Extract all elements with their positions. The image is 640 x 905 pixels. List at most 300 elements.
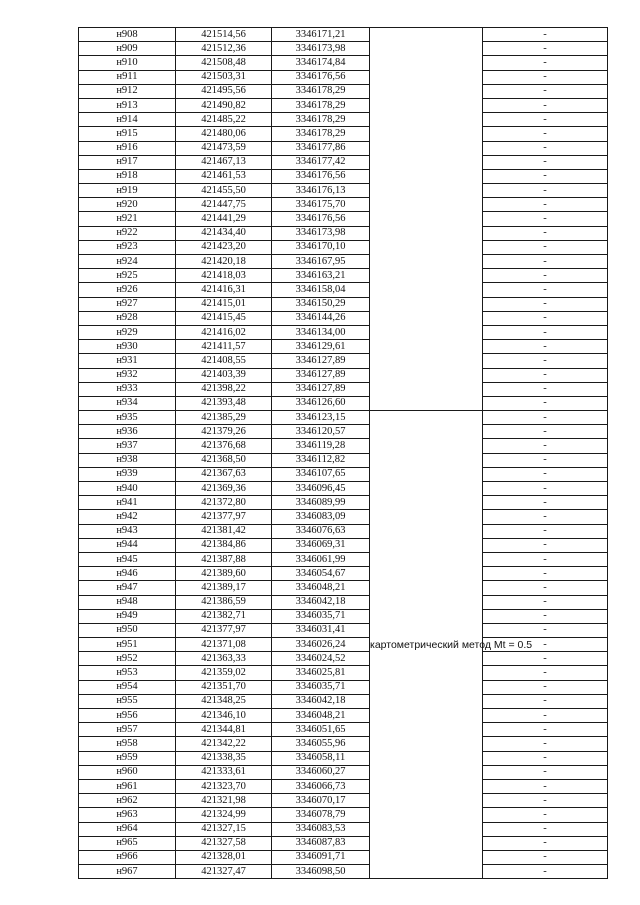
method-cell: картометрический метод Mt = 0.5 bbox=[370, 411, 483, 879]
note-cell: - bbox=[483, 255, 608, 269]
note-cell: - bbox=[483, 127, 608, 141]
note-cell: - bbox=[483, 638, 608, 652]
x-coordinate-cell: 421346,10 bbox=[176, 709, 272, 723]
point-name-cell: н923 bbox=[79, 240, 176, 254]
note-cell: - bbox=[483, 297, 608, 311]
y-coordinate-cell: 3346107,65 bbox=[272, 467, 370, 481]
y-coordinate-cell: 3346070,17 bbox=[272, 794, 370, 808]
note-cell: - bbox=[483, 198, 608, 212]
x-coordinate-cell: 421389,60 bbox=[176, 567, 272, 581]
point-name-cell: н912 bbox=[79, 84, 176, 98]
point-name-cell: н925 bbox=[79, 269, 176, 283]
note-cell: - bbox=[483, 354, 608, 368]
table-row bbox=[79, 822, 608, 836]
y-coordinate-cell: 3346054,67 bbox=[272, 567, 370, 581]
y-coordinate-cell: 3346091,71 bbox=[272, 850, 370, 864]
table-row bbox=[79, 169, 608, 183]
note-cell: - bbox=[483, 595, 608, 609]
y-coordinate-cell: 3346060,27 bbox=[272, 765, 370, 779]
x-coordinate-cell: 421348,25 bbox=[176, 694, 272, 708]
table-row bbox=[79, 623, 608, 637]
y-coordinate-cell: 3346051,65 bbox=[272, 723, 370, 737]
table-row bbox=[79, 340, 608, 354]
x-coordinate-cell: 421467,13 bbox=[176, 155, 272, 169]
x-coordinate-cell: 421503,31 bbox=[176, 70, 272, 84]
y-coordinate-cell: 3346042,18 bbox=[272, 595, 370, 609]
y-coordinate-cell: 3346176,56 bbox=[272, 70, 370, 84]
x-coordinate-cell: 421473,59 bbox=[176, 141, 272, 155]
note-cell: - bbox=[483, 666, 608, 680]
table-row bbox=[79, 808, 608, 822]
note-cell: - bbox=[483, 524, 608, 538]
x-coordinate-cell: 421368,50 bbox=[176, 453, 272, 467]
y-coordinate-cell: 3346174,84 bbox=[272, 56, 370, 70]
point-name-cell: н953 bbox=[79, 666, 176, 680]
point-name-cell: н967 bbox=[79, 865, 176, 879]
point-name-cell: н935 bbox=[79, 411, 176, 425]
x-coordinate-cell: 421327,47 bbox=[176, 865, 272, 879]
x-coordinate-cell: 421371,08 bbox=[176, 638, 272, 652]
y-coordinate-cell: 3346123,15 bbox=[272, 411, 370, 425]
note-cell: - bbox=[483, 226, 608, 240]
table-row bbox=[79, 56, 608, 70]
table-row bbox=[79, 411, 608, 425]
note-cell: - bbox=[483, 155, 608, 169]
point-name-cell: н939 bbox=[79, 467, 176, 481]
point-name-cell: н958 bbox=[79, 737, 176, 751]
x-coordinate-cell: 421333,61 bbox=[176, 765, 272, 779]
y-coordinate-cell: 3346061,99 bbox=[272, 552, 370, 566]
note-cell: - bbox=[483, 42, 608, 56]
y-coordinate-cell: 3346170,10 bbox=[272, 240, 370, 254]
y-coordinate-cell: 3346119,28 bbox=[272, 439, 370, 453]
x-coordinate-cell: 421384,86 bbox=[176, 538, 272, 552]
table-row bbox=[79, 184, 608, 198]
y-coordinate-cell: 3346031,41 bbox=[272, 623, 370, 637]
note-cell: - bbox=[483, 453, 608, 467]
table-row bbox=[79, 666, 608, 680]
x-coordinate-cell: 421338,35 bbox=[176, 751, 272, 765]
x-coordinate-cell: 421420,18 bbox=[176, 255, 272, 269]
y-coordinate-cell: 3346112,82 bbox=[272, 453, 370, 467]
point-name-cell: н933 bbox=[79, 382, 176, 396]
point-name-cell: н964 bbox=[79, 822, 176, 836]
y-coordinate-cell: 3346026,24 bbox=[272, 638, 370, 652]
note-cell: - bbox=[483, 765, 608, 779]
table-row bbox=[79, 311, 608, 325]
table-row bbox=[79, 836, 608, 850]
x-coordinate-cell: 421387,88 bbox=[176, 552, 272, 566]
y-coordinate-cell: 3346171,21 bbox=[272, 28, 370, 42]
x-coordinate-cell: 421327,58 bbox=[176, 836, 272, 850]
x-coordinate-cell: 421376,68 bbox=[176, 439, 272, 453]
table-row bbox=[79, 850, 608, 864]
y-coordinate-cell: 3346025,81 bbox=[272, 666, 370, 680]
y-coordinate-cell: 3346066,73 bbox=[272, 779, 370, 793]
y-coordinate-cell: 3346177,42 bbox=[272, 155, 370, 169]
table-row bbox=[79, 538, 608, 552]
y-coordinate-cell: 3346176,13 bbox=[272, 184, 370, 198]
point-name-cell: н941 bbox=[79, 496, 176, 510]
table-row bbox=[79, 737, 608, 751]
x-coordinate-cell: 421342,22 bbox=[176, 737, 272, 751]
point-name-cell: н957 bbox=[79, 723, 176, 737]
table-row bbox=[79, 595, 608, 609]
note-cell: - bbox=[483, 141, 608, 155]
note-cell: - bbox=[483, 865, 608, 879]
y-coordinate-cell: 3346098,50 bbox=[272, 865, 370, 879]
y-coordinate-cell: 3346126,60 bbox=[272, 396, 370, 410]
table-row bbox=[79, 865, 608, 879]
point-name-cell: н945 bbox=[79, 552, 176, 566]
y-coordinate-cell: 3346150,29 bbox=[272, 297, 370, 311]
x-coordinate-cell: 421379,26 bbox=[176, 425, 272, 439]
point-name-cell: н952 bbox=[79, 652, 176, 666]
point-name-cell: н950 bbox=[79, 623, 176, 637]
table-row bbox=[79, 255, 608, 269]
point-name-cell: н938 bbox=[79, 453, 176, 467]
coordinates-table bbox=[78, 27, 608, 879]
table-row bbox=[79, 453, 608, 467]
note-cell: - bbox=[483, 212, 608, 226]
point-name-cell: н963 bbox=[79, 808, 176, 822]
point-name-cell: н930 bbox=[79, 340, 176, 354]
note-cell: - bbox=[483, 496, 608, 510]
x-coordinate-cell: 421351,70 bbox=[176, 680, 272, 694]
x-coordinate-cell: 421490,82 bbox=[176, 98, 272, 112]
point-name-cell: н946 bbox=[79, 567, 176, 581]
point-name-cell: н918 bbox=[79, 169, 176, 183]
table-row bbox=[79, 794, 608, 808]
note-cell: - bbox=[483, 56, 608, 70]
y-coordinate-cell: 3346127,89 bbox=[272, 354, 370, 368]
point-name-cell: н934 bbox=[79, 396, 176, 410]
point-name-cell: н949 bbox=[79, 609, 176, 623]
y-coordinate-cell: 3346120,57 bbox=[272, 425, 370, 439]
x-coordinate-cell: 421382,71 bbox=[176, 609, 272, 623]
table-row bbox=[79, 283, 608, 297]
x-coordinate-cell: 421455,50 bbox=[176, 184, 272, 198]
x-coordinate-cell: 421415,45 bbox=[176, 311, 272, 325]
point-name-cell: н955 bbox=[79, 694, 176, 708]
y-coordinate-cell: 3346176,56 bbox=[272, 169, 370, 183]
point-name-cell: н937 bbox=[79, 439, 176, 453]
point-name-cell: н962 bbox=[79, 794, 176, 808]
x-coordinate-cell: 421495,56 bbox=[176, 84, 272, 98]
x-coordinate-cell: 421441,29 bbox=[176, 212, 272, 226]
x-coordinate-cell: 421324,99 bbox=[176, 808, 272, 822]
note-cell: - bbox=[483, 411, 608, 425]
y-coordinate-cell: 3346127,89 bbox=[272, 368, 370, 382]
table-row bbox=[79, 425, 608, 439]
y-coordinate-cell: 3346048,21 bbox=[272, 709, 370, 723]
note-cell: - bbox=[483, 567, 608, 581]
x-coordinate-cell: 421408,55 bbox=[176, 354, 272, 368]
point-name-cell: н965 bbox=[79, 836, 176, 850]
x-coordinate-cell: 421323,70 bbox=[176, 779, 272, 793]
x-coordinate-cell: 421418,03 bbox=[176, 269, 272, 283]
note-cell: - bbox=[483, 439, 608, 453]
table-row bbox=[79, 325, 608, 339]
note-cell: - bbox=[483, 552, 608, 566]
point-name-cell: н917 bbox=[79, 155, 176, 169]
point-name-cell: н947 bbox=[79, 581, 176, 595]
table-row bbox=[79, 42, 608, 56]
note-cell: - bbox=[483, 482, 608, 496]
table-row bbox=[79, 680, 608, 694]
table-row bbox=[79, 524, 608, 538]
table-row bbox=[79, 396, 608, 410]
point-name-cell: н928 bbox=[79, 311, 176, 325]
y-coordinate-cell: 3346173,98 bbox=[272, 42, 370, 56]
method-cell bbox=[370, 28, 483, 411]
x-coordinate-cell: 421485,22 bbox=[176, 113, 272, 127]
note-cell: - bbox=[483, 311, 608, 325]
point-name-cell: н915 bbox=[79, 127, 176, 141]
x-coordinate-cell: 421447,75 bbox=[176, 198, 272, 212]
table-row bbox=[79, 226, 608, 240]
y-coordinate-cell: 3346167,95 bbox=[272, 255, 370, 269]
y-coordinate-cell: 3346178,29 bbox=[272, 98, 370, 112]
point-name-cell: н920 bbox=[79, 198, 176, 212]
y-coordinate-cell: 3346048,21 bbox=[272, 581, 370, 595]
y-coordinate-cell: 3346078,79 bbox=[272, 808, 370, 822]
x-coordinate-cell: 421480,06 bbox=[176, 127, 272, 141]
y-coordinate-cell: 3346035,71 bbox=[272, 680, 370, 694]
y-coordinate-cell: 3346176,56 bbox=[272, 212, 370, 226]
table-row bbox=[79, 368, 608, 382]
y-coordinate-cell: 3346178,29 bbox=[272, 84, 370, 98]
y-coordinate-cell: 3346129,61 bbox=[272, 340, 370, 354]
x-coordinate-cell: 421393,48 bbox=[176, 396, 272, 410]
x-coordinate-cell: 421369,36 bbox=[176, 482, 272, 496]
point-name-cell: н909 bbox=[79, 42, 176, 56]
note-cell: - bbox=[483, 467, 608, 481]
x-coordinate-cell: 421403,39 bbox=[176, 368, 272, 382]
note-cell: - bbox=[483, 283, 608, 297]
note-cell: - bbox=[483, 340, 608, 354]
table-row bbox=[79, 70, 608, 84]
x-coordinate-cell: 421328,01 bbox=[176, 850, 272, 864]
note-cell: - bbox=[483, 538, 608, 552]
note-cell: - bbox=[483, 581, 608, 595]
y-coordinate-cell: 3346042,18 bbox=[272, 694, 370, 708]
note-cell: - bbox=[483, 84, 608, 98]
table-row bbox=[79, 297, 608, 311]
y-coordinate-cell: 3346158,04 bbox=[272, 283, 370, 297]
x-coordinate-cell: 421512,36 bbox=[176, 42, 272, 56]
x-coordinate-cell: 421514,56 bbox=[176, 28, 272, 42]
y-coordinate-cell: 3346144,26 bbox=[272, 311, 370, 325]
x-coordinate-cell: 421381,42 bbox=[176, 524, 272, 538]
table-row bbox=[79, 382, 608, 396]
x-coordinate-cell: 421327,15 bbox=[176, 822, 272, 836]
table-row bbox=[79, 98, 608, 112]
note-cell: - bbox=[483, 794, 608, 808]
point-name-cell: н924 bbox=[79, 255, 176, 269]
y-coordinate-cell: 3346076,63 bbox=[272, 524, 370, 538]
x-coordinate-cell: 421385,29 bbox=[176, 411, 272, 425]
x-coordinate-cell: 421363,33 bbox=[176, 652, 272, 666]
point-name-cell: н944 bbox=[79, 538, 176, 552]
note-cell: - bbox=[483, 609, 608, 623]
table-row bbox=[79, 198, 608, 212]
table-row bbox=[79, 240, 608, 254]
x-coordinate-cell: 421344,81 bbox=[176, 723, 272, 737]
table-row bbox=[79, 567, 608, 581]
y-coordinate-cell: 3346178,29 bbox=[272, 127, 370, 141]
y-coordinate-cell: 3346089,99 bbox=[272, 496, 370, 510]
table-row bbox=[79, 496, 608, 510]
note-cell: - bbox=[483, 169, 608, 183]
table-row bbox=[79, 354, 608, 368]
point-name-cell: н911 bbox=[79, 70, 176, 84]
note-cell: - bbox=[483, 751, 608, 765]
point-name-cell: н926 bbox=[79, 283, 176, 297]
y-coordinate-cell: 3346083,09 bbox=[272, 510, 370, 524]
note-cell: - bbox=[483, 652, 608, 666]
point-name-cell: н943 bbox=[79, 524, 176, 538]
y-coordinate-cell: 3346127,89 bbox=[272, 382, 370, 396]
table-row bbox=[79, 510, 608, 524]
table-row bbox=[79, 609, 608, 623]
x-coordinate-cell: 421411,57 bbox=[176, 340, 272, 354]
point-name-cell: н959 bbox=[79, 751, 176, 765]
point-name-cell: н956 bbox=[79, 709, 176, 723]
table-row bbox=[79, 141, 608, 155]
point-name-cell: н919 bbox=[79, 184, 176, 198]
x-coordinate-cell: 421415,01 bbox=[176, 297, 272, 311]
x-coordinate-cell: 421386,59 bbox=[176, 595, 272, 609]
y-coordinate-cell: 3346173,98 bbox=[272, 226, 370, 240]
y-coordinate-cell: 3346177,86 bbox=[272, 141, 370, 155]
table-row bbox=[79, 127, 608, 141]
note-cell: - bbox=[483, 184, 608, 198]
note-cell: - bbox=[483, 836, 608, 850]
note-cell: - bbox=[483, 28, 608, 42]
note-cell: - bbox=[483, 680, 608, 694]
table-row bbox=[79, 269, 608, 283]
table-row bbox=[79, 765, 608, 779]
y-coordinate-cell: 3346035,71 bbox=[272, 609, 370, 623]
coordinates-table-body bbox=[79, 28, 608, 879]
table-row bbox=[79, 723, 608, 737]
x-coordinate-cell: 421398,22 bbox=[176, 382, 272, 396]
note-cell: - bbox=[483, 510, 608, 524]
point-name-cell: н929 bbox=[79, 325, 176, 339]
table-row bbox=[79, 652, 608, 666]
table-row bbox=[79, 581, 608, 595]
table-row bbox=[79, 113, 608, 127]
note-cell: - bbox=[483, 113, 608, 127]
y-coordinate-cell: 3346024,52 bbox=[272, 652, 370, 666]
y-coordinate-cell: 3346096,45 bbox=[272, 482, 370, 496]
table-row bbox=[79, 467, 608, 481]
table-row bbox=[79, 482, 608, 496]
point-name-cell: н916 bbox=[79, 141, 176, 155]
note-cell: - bbox=[483, 269, 608, 283]
table-row bbox=[79, 709, 608, 723]
note-cell: - bbox=[483, 850, 608, 864]
y-coordinate-cell: 3346083,53 bbox=[272, 822, 370, 836]
point-name-cell: н942 bbox=[79, 510, 176, 524]
x-coordinate-cell: 421423,20 bbox=[176, 240, 272, 254]
y-coordinate-cell: 3346178,29 bbox=[272, 113, 370, 127]
note-cell: - bbox=[483, 396, 608, 410]
point-name-cell: н940 bbox=[79, 482, 176, 496]
x-coordinate-cell: 421367,63 bbox=[176, 467, 272, 481]
table-row bbox=[79, 84, 608, 98]
table-row bbox=[79, 694, 608, 708]
note-cell: - bbox=[483, 694, 608, 708]
x-coordinate-cell: 421508,48 bbox=[176, 56, 272, 70]
table-row bbox=[79, 28, 608, 42]
x-coordinate-cell: 421434,40 bbox=[176, 226, 272, 240]
x-coordinate-cell: 421389,17 bbox=[176, 581, 272, 595]
point-name-cell: н954 bbox=[79, 680, 176, 694]
point-name-cell: н936 bbox=[79, 425, 176, 439]
note-cell: - bbox=[483, 368, 608, 382]
point-name-cell: н914 bbox=[79, 113, 176, 127]
table-row bbox=[79, 212, 608, 226]
x-coordinate-cell: 421377,97 bbox=[176, 510, 272, 524]
note-cell: - bbox=[483, 325, 608, 339]
table-row bbox=[79, 552, 608, 566]
point-name-cell: н951 bbox=[79, 638, 176, 652]
point-name-cell: н948 bbox=[79, 595, 176, 609]
table-row bbox=[79, 751, 608, 765]
note-cell: - bbox=[483, 382, 608, 396]
y-coordinate-cell: 3346134,00 bbox=[272, 325, 370, 339]
note-cell: - bbox=[483, 240, 608, 254]
x-coordinate-cell: 421321,98 bbox=[176, 794, 272, 808]
note-cell: - bbox=[483, 623, 608, 637]
point-name-cell: н960 bbox=[79, 765, 176, 779]
y-coordinate-cell: 3346163,21 bbox=[272, 269, 370, 283]
point-name-cell: н910 bbox=[79, 56, 176, 70]
point-name-cell: н927 bbox=[79, 297, 176, 311]
point-name-cell: н931 bbox=[79, 354, 176, 368]
x-coordinate-cell: 421372,80 bbox=[176, 496, 272, 510]
table-row bbox=[79, 155, 608, 169]
note-cell: - bbox=[483, 425, 608, 439]
y-coordinate-cell: 3346175,70 bbox=[272, 198, 370, 212]
y-coordinate-cell: 3346055,96 bbox=[272, 737, 370, 751]
note-cell: - bbox=[483, 737, 608, 751]
point-name-cell: н922 bbox=[79, 226, 176, 240]
note-cell: - bbox=[483, 70, 608, 84]
y-coordinate-cell: 3346069,31 bbox=[272, 538, 370, 552]
y-coordinate-cell: 3346058,11 bbox=[272, 751, 370, 765]
note-cell: - bbox=[483, 98, 608, 112]
x-coordinate-cell: 421359,02 bbox=[176, 666, 272, 680]
point-name-cell: н966 bbox=[79, 850, 176, 864]
x-coordinate-cell: 421416,31 bbox=[176, 283, 272, 297]
note-cell: - bbox=[483, 723, 608, 737]
y-coordinate-cell: 3346087,83 bbox=[272, 836, 370, 850]
x-coordinate-cell: 421461,53 bbox=[176, 169, 272, 183]
note-cell: - bbox=[483, 808, 608, 822]
point-name-cell: н932 bbox=[79, 368, 176, 382]
point-name-cell: н921 bbox=[79, 212, 176, 226]
point-name-cell: н961 bbox=[79, 779, 176, 793]
note-cell: - bbox=[483, 822, 608, 836]
note-cell: - bbox=[483, 779, 608, 793]
point-name-cell: н908 bbox=[79, 28, 176, 42]
table-row bbox=[79, 439, 608, 453]
note-cell: - bbox=[483, 709, 608, 723]
x-coordinate-cell: 421377,97 bbox=[176, 623, 272, 637]
